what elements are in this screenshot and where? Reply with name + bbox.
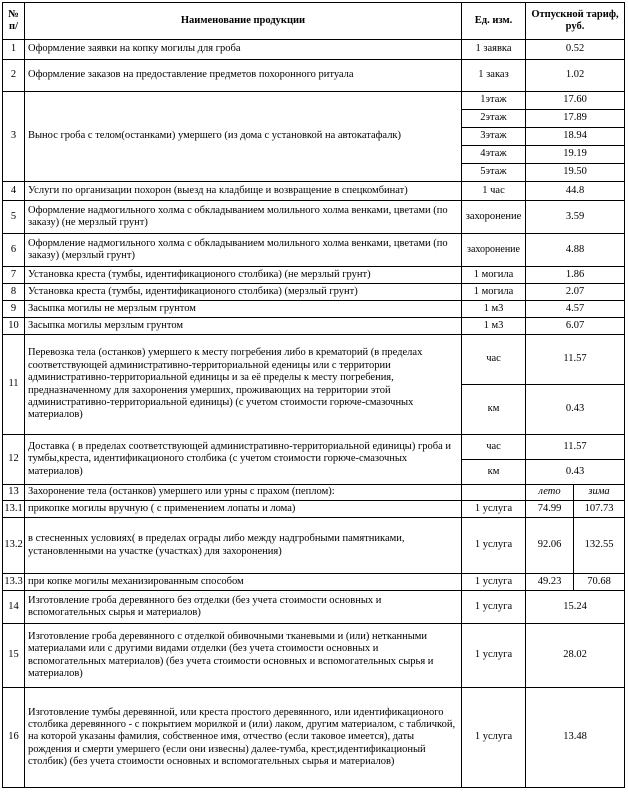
row-number: 6: [3, 234, 25, 267]
winter-price: 70.68: [574, 574, 625, 591]
row-number: 16: [3, 688, 25, 788]
floor-unit: 3этаж: [462, 128, 526, 146]
table-row: [3, 485, 625, 501]
row-unit: 1 услуга: [462, 501, 526, 518]
row-number: 11: [3, 335, 25, 435]
row-price: 0.52: [526, 40, 625, 60]
row-unit: 1 час: [462, 182, 526, 201]
table-row: [3, 60, 625, 92]
row-number: 13: [3, 485, 25, 501]
row-price: 4.88: [526, 234, 625, 267]
row-price: 15.24: [526, 591, 625, 624]
table-row: [3, 284, 625, 301]
row-name: Оформление заявки на копку могилы для гроба: [25, 40, 462, 60]
row-unit: 1 услуга: [462, 574, 526, 591]
row-unit: час: [462, 435, 526, 460]
floor-unit: 5этаж: [462, 164, 526, 182]
row-number: 12: [3, 435, 25, 485]
row-price: 11.57: [526, 335, 625, 385]
row-number: 10: [3, 318, 25, 335]
row-name: Перевозка тела (останков) умершего к месту погребения либо в крематорий (в пределах соответствующей административно-территориальной еденицы или с территории административно-территориальной единицы и за её пределы к месту погребения, предназначенному для захоронения умерших, проживающих на территории этой административно-территориальной единицы) (с учетом стоимости горюче-смазочных материалов): [25, 335, 462, 435]
row-number: 13.2: [3, 518, 25, 574]
row-number: 13.3: [3, 574, 25, 591]
table-row: [3, 435, 625, 460]
row-unit: захоронение: [462, 201, 526, 234]
summer-price: 74.99: [526, 501, 574, 518]
row-name: Установка креста (тумбы, идентификационого столбика) (не мерзлый грунт): [25, 267, 462, 284]
table-row: [3, 591, 625, 624]
row-price-2: 0.43: [526, 460, 625, 485]
summer-header: лето: [526, 485, 574, 501]
row-number: 7: [3, 267, 25, 284]
table-row: [3, 318, 625, 335]
table-row: [3, 234, 625, 267]
table-row: [3, 518, 625, 574]
row-unit: 1 услуга: [462, 624, 526, 688]
row-unit: 1 м3: [462, 318, 526, 335]
row-unit: 1 услуга: [462, 518, 526, 574]
row-unit: 1 могила: [462, 284, 526, 301]
row-unit: 1 заказ: [462, 60, 526, 92]
row-price: 6.07: [526, 318, 625, 335]
row-unit: [462, 485, 526, 501]
table-row: [3, 688, 625, 788]
header-tariff: Отпускной тариф, руб.: [526, 3, 625, 40]
row-price: 1.02: [526, 60, 625, 92]
table-row: [3, 301, 625, 318]
header-unit: Ед. изм.: [462, 3, 526, 40]
table-row: [3, 267, 625, 284]
row-unit: захоронение: [462, 234, 526, 267]
floor-price: 17.89: [526, 110, 625, 128]
row-name: Захоронение тела (останков) умершего или урны с прахом (пеплом):: [25, 485, 462, 501]
floor-price: 19.19: [526, 146, 625, 164]
floor-price: 17.60: [526, 92, 625, 110]
row-number: 14: [3, 591, 25, 624]
header-number: № п/: [3, 3, 25, 40]
row-number: 8: [3, 284, 25, 301]
row-name: прикопке могилы вручную ( с применением лопаты и лома): [25, 501, 462, 518]
row-number: 2: [3, 60, 25, 92]
table-row: [3, 335, 625, 385]
row-name: Изготовление гроба деревянного с отделкой обивочными тканевыми и (или) нетканными материалами или с другими видами отделки (без учета стоимости основных и вспомогательных материалов) (без учета стоимости основных и вспомогательных сырья и материалов): [25, 624, 462, 688]
floor-unit: 1этаж: [462, 92, 526, 110]
row-number: 9: [3, 301, 25, 318]
table-row: [3, 201, 625, 234]
row-unit: 1 могила: [462, 267, 526, 284]
row-unit: 1 услуга: [462, 688, 526, 788]
row-number: 3: [3, 92, 25, 182]
header-name: Наименование продукции: [25, 3, 462, 40]
row-price: 1.86: [526, 267, 625, 284]
table-row: [3, 182, 625, 201]
row-price: 3.59: [526, 201, 625, 234]
row-unit: 1 заявка: [462, 40, 526, 60]
floor-price: 18.94: [526, 128, 625, 146]
row-number: 1: [3, 40, 25, 60]
summer-price: 92.06: [526, 518, 574, 574]
row-number: 15: [3, 624, 25, 688]
row-price: 28.02: [526, 624, 625, 688]
table-header-row: [3, 3, 625, 40]
row-name: в стесненных условиях( в пределах ограды либо между надгробными памятниками, установленными на участке (участках) для захоронения): [25, 518, 462, 574]
row-name: Изготовление тумбы деревянной, или креста простого деревянного, или идентификационого столбика деревянного - с покрытием морилкой и (или) лаком, другим материалом, с табличкой, на которой указаны фамилия, собственное имя, отчество (если таковое имеется), даты рождения и смерти умершего (если они извесны) далее-тумба, крест,идентификационый столбик) (без учета стоимости основных и вспомогательных сырья и материалов): [25, 688, 462, 788]
row-name: Установка креста (тумбы, идентификационого столбика) (мерзлый грунт): [25, 284, 462, 301]
winter-price: 107.73: [574, 501, 625, 518]
table-row: [3, 92, 625, 110]
summer-price: 49.23: [526, 574, 574, 591]
row-name: Вынос гроба с телом(останками) умершего (из дома с установкой на автокатафалк): [25, 92, 462, 182]
row-price: 13.48: [526, 688, 625, 788]
row-name: Засыпка могилы мерзлым грунтом: [25, 318, 462, 335]
row-name: Услуги по организации похорон (выезд на кладбище и возвращение в спецкомбинат): [25, 182, 462, 201]
row-unit: 1 услуга: [462, 591, 526, 624]
row-price: 44.8: [526, 182, 625, 201]
row-unit-2: км: [462, 385, 526, 435]
row-unit: час: [462, 335, 526, 385]
floor-unit: 2этаж: [462, 110, 526, 128]
row-price: 2.07: [526, 284, 625, 301]
winter-header: зима: [574, 485, 625, 501]
table-row: [3, 624, 625, 688]
row-number: 13.1: [3, 501, 25, 518]
row-number: 5: [3, 201, 25, 234]
row-price: 11.57: [526, 435, 625, 460]
row-name: Засыпка могилы не мерзлым грунтом: [25, 301, 462, 318]
winter-price: 132.55: [574, 518, 625, 574]
table-row: [3, 574, 625, 591]
row-name: Оформление надмогильного холма с обкладыванием молильного холма венками, цветами (по заказу) (мерзлый грунт): [25, 234, 462, 267]
row-price-2: 0.43: [526, 385, 625, 435]
table-row: [3, 40, 625, 60]
floor-unit: 4этаж: [462, 146, 526, 164]
row-name: Доставка ( в пределах соответствующей административно-территориальной единицы) гроба и тумбы,креста, идентификационого столбика (с учетом стоимости горюче-смазочных материалов): [25, 435, 462, 485]
row-name: Оформление заказов на предоставление предметов похоронного ритуала: [25, 60, 462, 92]
row-unit-2: км: [462, 460, 526, 485]
table-row: [3, 501, 625, 518]
row-unit: 1 м3: [462, 301, 526, 318]
row-price: 4.57: [526, 301, 625, 318]
floor-price: 19.50: [526, 164, 625, 182]
row-name: Изготовление гроба деревянного без отделки (без учета стоимости основных и вспомогательных сырья и материалов): [25, 591, 462, 624]
tariff-table: [2, 2, 625, 788]
row-name: Оформление надмогильного холма с обкладыванием молильного холма венками, цветами (по заказу) (не мерзлый грунт): [25, 201, 462, 234]
row-name: при копке могилы механизированным способом: [25, 574, 462, 591]
row-number: 4: [3, 182, 25, 201]
